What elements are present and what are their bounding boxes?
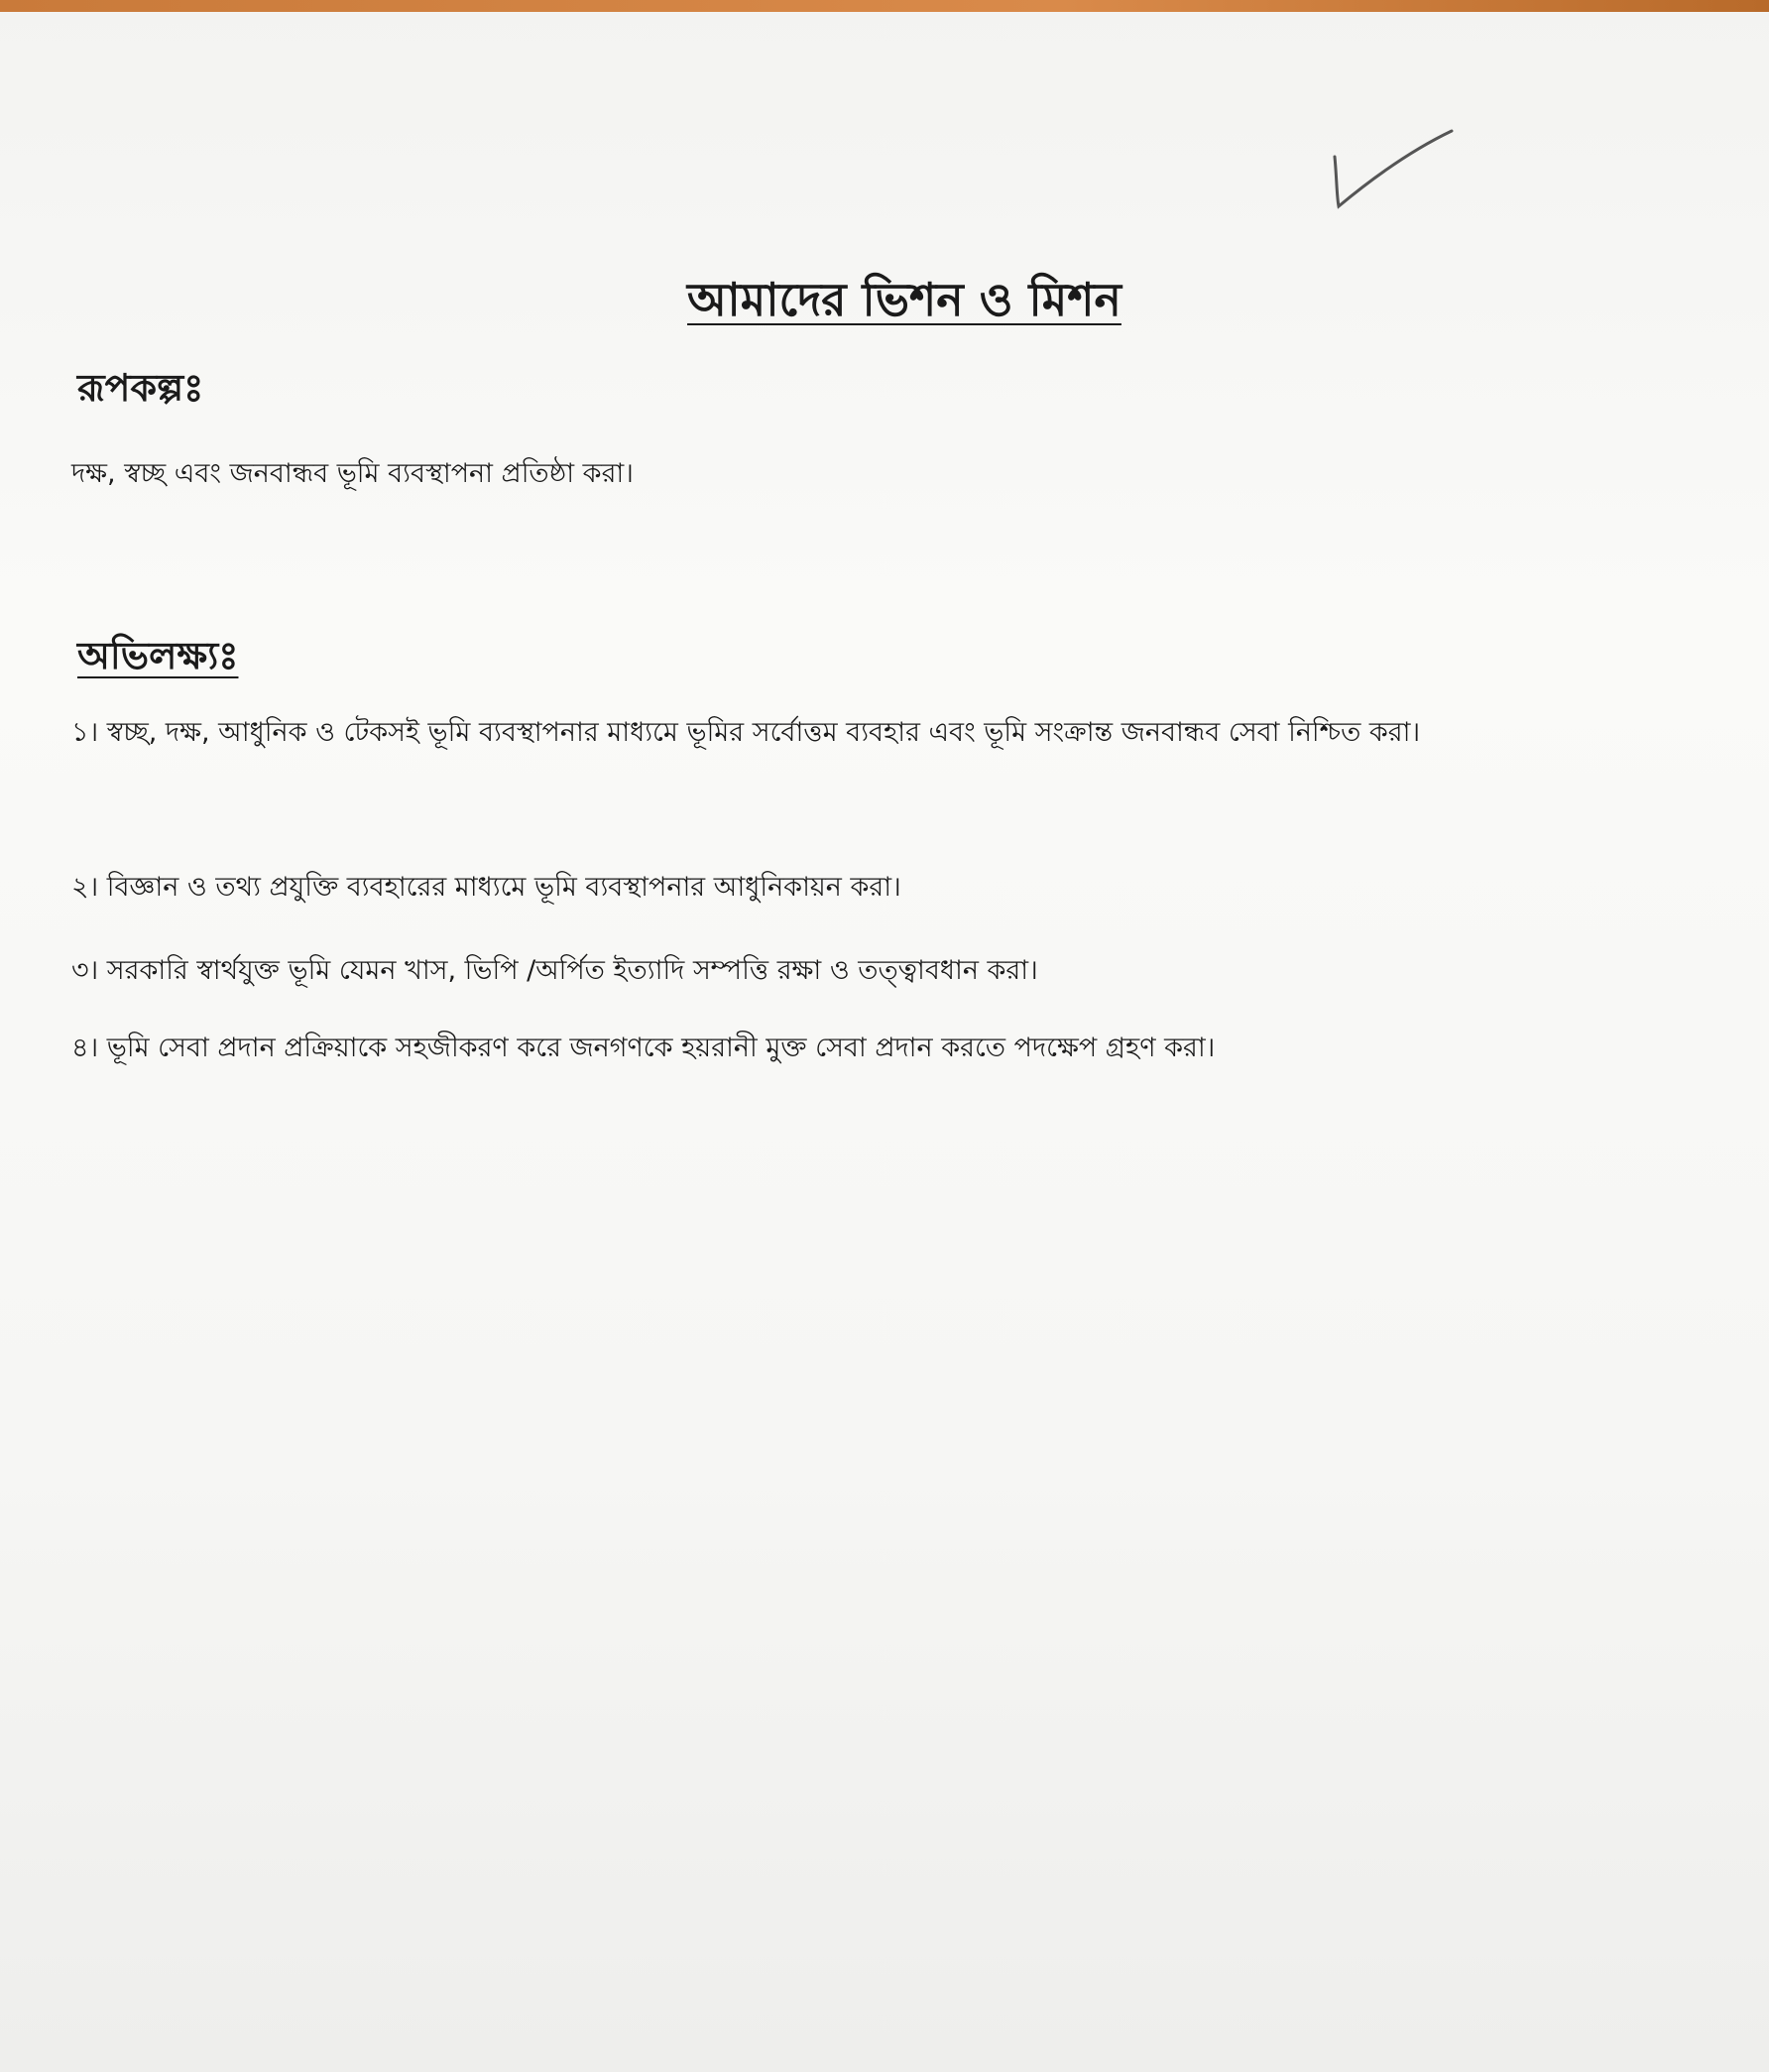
mission-item-3: ৩। সরকারি স্বার্থযুক্ত ভূমি যেমন খাস, ভিপি /অর্পিত ইত্যাদি সম্পত্তি রক্ষা ও তত্ত্বাবধান করা। (71, 955, 1038, 986)
document-title: আমাদের ভিশন ও মিশন (687, 273, 1121, 326)
mission-item-4: ৪। ভূমি সেবা প্রদান প্রক্রিয়াকে সহজীকরণ করে জনগণকে হয়রানী মুক্ত সেবা প্রদান করতে পদক্ষেপ গ্রহণ করা। (71, 1033, 1216, 1063)
mission-item-1: ১। স্বচ্ছ, দক্ষ, আধুনিক ও টেকসই ভূমি ব্যবস্থাপনার মাধ্যমে ভূমির সর্বোত্তম ব্যবহার এবং ভূমি সংক্রান্ত জনবান্ধব সেবা নিশ্চিত করা। (71, 717, 1421, 748)
checkmark-icon (1329, 127, 1458, 216)
background-edge (0, 0, 1769, 12)
mission-item-2: ২। বিজ্ঞান ও তথ্য প্রযুক্তি ব্যবহারের মাধ্যমে ভূমি ব্যবস্থাপনার আধুনিকায়ন করা। (71, 872, 901, 903)
vision-heading: রূপকল্পঃ (77, 366, 204, 410)
mission-heading: অভিলক্ষ্যঃ (77, 634, 239, 677)
document-title-wrap (0, 266, 1769, 341)
vision-text: দক্ষ, স্বচ্ছ এবং জনবান্ধব ভূমি ব্যবস্থাপনা প্রতিষ্ঠা করা। (71, 458, 634, 489)
